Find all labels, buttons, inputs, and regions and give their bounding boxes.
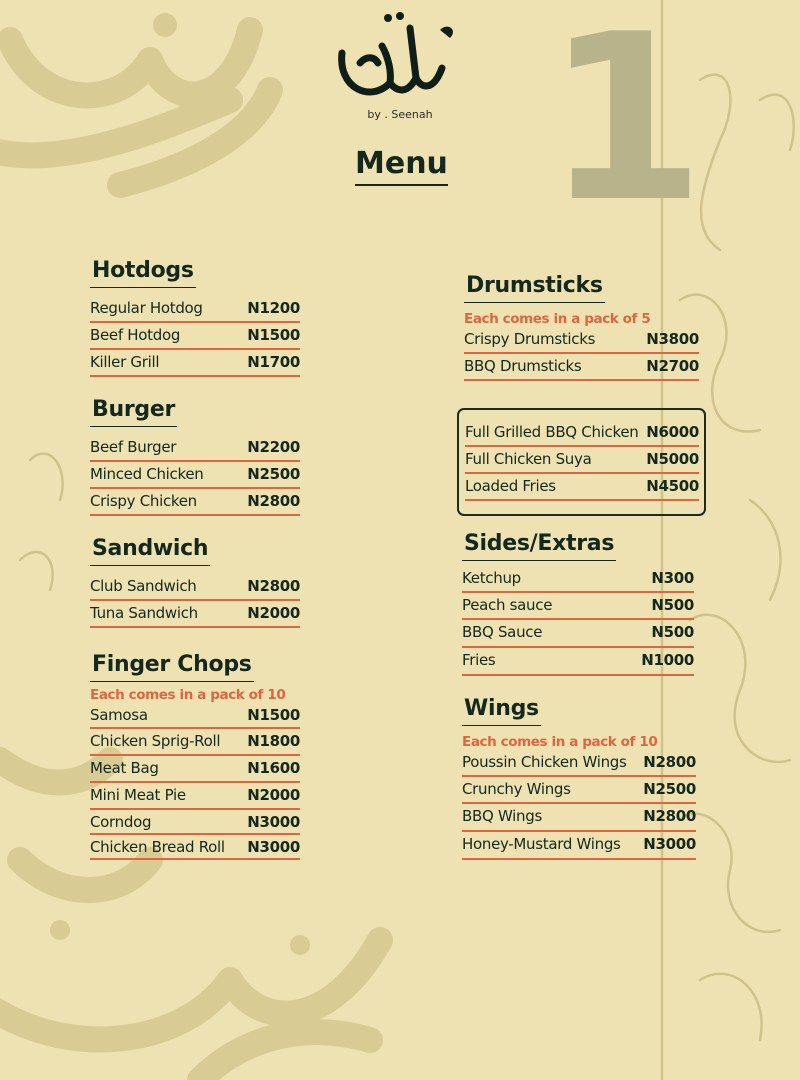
menu-item: [462, 648, 694, 676]
item-name: Beef Burger: [90, 438, 177, 456]
item-name: Full Grilled BBQ Chicken: [465, 423, 639, 441]
item-price: N2700: [646, 357, 699, 375]
pack-note: Each comes in a pack of 10: [90, 687, 286, 703]
menu-item: [464, 327, 699, 354]
item-name: Poussin Chicken Wings: [462, 753, 627, 771]
menu-item: [90, 462, 300, 489]
item-price: N4500: [646, 477, 699, 495]
section-hotdogs: [90, 258, 300, 377]
item-name: Honey-Mustard Wings: [462, 835, 621, 853]
section-burger: [90, 397, 300, 516]
item-price: N2800: [643, 753, 696, 771]
pack-note: Each comes in a pack of 5: [464, 311, 651, 327]
section-drumsticks: [464, 273, 699, 381]
item-price: N2000: [247, 786, 300, 804]
item-price: N2800: [643, 807, 696, 825]
section-finger-chops: [90, 652, 300, 860]
menu-item: [90, 601, 300, 628]
item-price: N1600: [247, 759, 300, 777]
item-price: N1200: [247, 299, 300, 317]
section-title: Burger: [90, 397, 177, 427]
item-name: Beef Hotdog: [90, 326, 181, 344]
menu-item: [465, 474, 699, 501]
section-title: Wings: [462, 696, 541, 726]
item-name: Chicken Sprig-Roll: [90, 732, 221, 750]
menu-item: [462, 832, 696, 860]
item-name: Killer Grill: [90, 353, 160, 371]
item-name: Crispy Drumsticks: [464, 330, 596, 348]
menu-item: [90, 703, 300, 729]
seenah-logo: [330, 8, 470, 108]
item-price: N1500: [247, 706, 300, 724]
item-price: N3000: [247, 813, 300, 831]
item-price: N5000: [646, 450, 699, 468]
menu-item: [90, 350, 300, 377]
item-price: N500: [651, 623, 694, 641]
item-price: N1800: [247, 732, 300, 750]
menu-item: [462, 593, 694, 620]
section-wings: [462, 696, 696, 860]
item-name: Chicken Bread Roll: [90, 838, 225, 856]
page-title: Menu: [355, 146, 448, 186]
page-number: 1: [545, 0, 706, 253]
section-specials: [465, 420, 699, 501]
section-title: Sides/Extras: [462, 531, 616, 561]
item-price: N1500: [247, 326, 300, 344]
menu-item: [90, 835, 300, 860]
item-name: Mini Meat Pie: [90, 786, 186, 804]
menu-item: [462, 750, 696, 777]
section-title: Hotdogs: [90, 258, 196, 288]
item-name: Ketchup: [462, 569, 521, 587]
menu-item: [90, 729, 300, 756]
menu-item: [462, 566, 694, 593]
byline: by . Seenah: [367, 108, 433, 121]
item-name: Meat Bag: [90, 759, 159, 777]
menu-item: [90, 435, 300, 462]
item-name: Loaded Fries: [465, 477, 556, 495]
item-price: N6000: [646, 423, 699, 441]
menu-item: [90, 810, 300, 835]
item-name: Club Sandwich: [90, 577, 197, 595]
item-price: N2200: [247, 438, 300, 456]
item-price: N1000: [641, 651, 694, 669]
item-price: N500: [651, 596, 694, 614]
item-price: N2500: [643, 780, 696, 798]
item-name: Full Chicken Suya: [465, 450, 592, 468]
menu-item: [90, 756, 300, 783]
item-name: BBQ Wings: [462, 807, 542, 825]
item-price: N1700: [247, 353, 300, 371]
menu-item: [465, 447, 699, 474]
section-sides: [462, 531, 694, 676]
item-price: N3000: [643, 835, 696, 853]
item-name: Regular Hotdog: [90, 299, 203, 317]
item-price: N3800: [646, 330, 699, 348]
menu-item: [90, 323, 300, 350]
item-name: Crunchy Wings: [462, 780, 571, 798]
menu-item: [464, 354, 699, 381]
item-name: Fries: [462, 651, 496, 669]
item-name: Samosa: [90, 706, 148, 724]
item-name: Minced Chicken: [90, 465, 204, 483]
section-sandwich: [90, 536, 300, 628]
menu-item: [465, 420, 699, 447]
section-title: Finger Chops: [90, 652, 254, 682]
menu-item: [462, 620, 694, 648]
item-name: BBQ Drumsticks: [464, 357, 582, 375]
item-price: N2800: [247, 492, 300, 510]
item-price: N2800: [247, 577, 300, 595]
menu-item: [90, 783, 300, 810]
item-price: N2000: [247, 604, 300, 622]
item-name: Tuna Sandwich: [90, 604, 198, 622]
menu-item: [462, 777, 696, 804]
item-price: N300: [651, 569, 694, 587]
section-title: Drumsticks: [464, 273, 605, 303]
section-title: Sandwich: [90, 536, 210, 566]
item-name: Crispy Chicken: [90, 492, 197, 510]
menu-item: [90, 574, 300, 601]
item-name: BBQ Sauce: [462, 623, 543, 641]
pack-note: Each comes in a pack of 10: [462, 734, 658, 750]
menu-item: [90, 489, 300, 516]
item-name: Peach sauce: [462, 596, 553, 614]
item-price: N2500: [247, 465, 300, 483]
item-price: N3000: [247, 838, 300, 856]
menu-item: [462, 804, 696, 832]
item-name: Corndog: [90, 813, 152, 831]
menu-item: [90, 296, 300, 323]
